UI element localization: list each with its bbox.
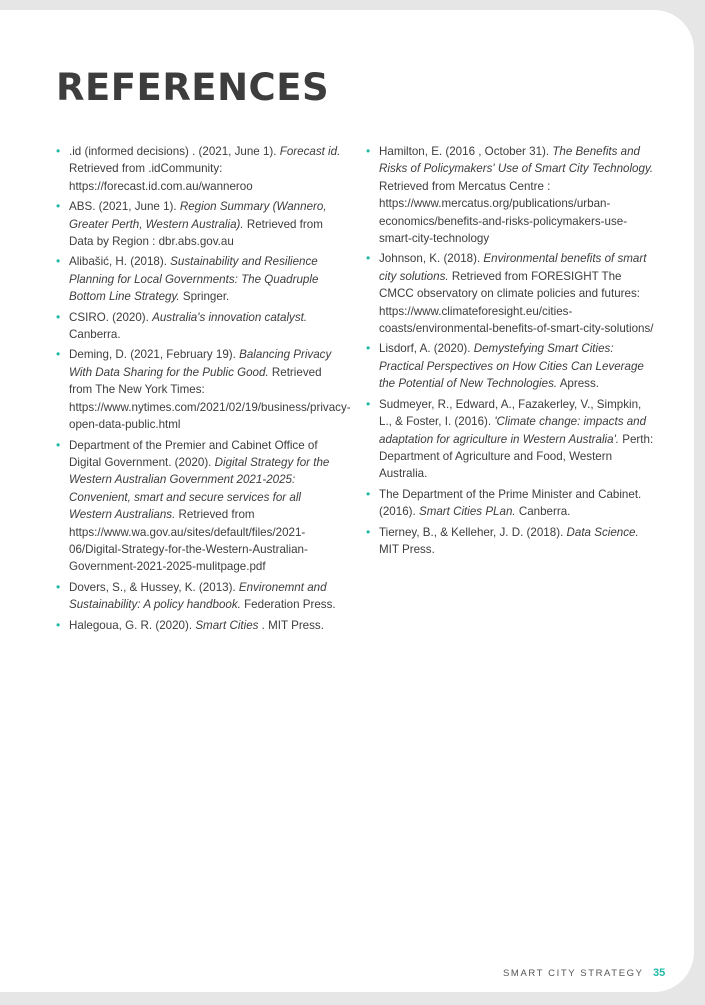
reference-source: Federation Press. (240, 598, 336, 612)
reference-title: Sustainability and Resilience Planning for Local Governments: The Quadruple Bottom Line Strategy. (69, 255, 319, 304)
page-title: REFERENCES (56, 66, 330, 109)
reference-title: Australia's innovation catalyst. (152, 310, 308, 324)
reference-source: Retrieved from The New York Times: https://www.nytimes.com/2021/02/19/business/privacy-open-data-public.html (69, 365, 351, 432)
reference-author: Hamilton, E. (2016 , October 31). (379, 145, 553, 158)
reference-title: Environmental benefits of smart city solutions. (379, 252, 647, 283)
reference-author: ABS. (2021, June 1). (69, 200, 180, 214)
bullet-icon: • (56, 579, 61, 594)
reference-source: Retrieved from .idCommunity: https://forecast.id.com.au/wanneroo (69, 162, 253, 193)
reference-title: Demystefying Smart Cities: Practical Perspectives on How Cities Can Leverage the Potential of New Technologies. (379, 342, 644, 391)
reference-author: Lisdorf, A. (2020). (379, 342, 474, 356)
reference-item (366, 340, 654, 392)
reference-item (366, 524, 654, 559)
document-page (0, 10, 694, 992)
reference-item (56, 579, 342, 614)
reference-title: Region Summary (Wannero, Greater Perth, Western Australia). (69, 200, 327, 231)
reference-source: Retrieved from Data by Region : dbr.abs.gov.au (69, 217, 323, 249)
reference-item (56, 143, 342, 195)
reference-source: Retrieved from Mercatus Centre : https://www.mercatus.org/publications/urban-economics/benefits-and-risks-policymakers-use-smart-city-technology (379, 179, 628, 246)
reference-source: Springer. (179, 290, 230, 304)
reference-author: Deming, D. (2021, February 19). (69, 348, 240, 362)
reference-title: The Benefits and Risks of Policymakers' Use of Smart City Technology. (379, 145, 654, 176)
bullet-icon: • (56, 199, 61, 214)
bullet-icon: • (366, 396, 371, 411)
reference-author: Department of the Premier and Cabinet Office of Digital Government. (2020). (69, 438, 318, 469)
reference-item (56, 198, 342, 250)
reference-author: .id (informed decisions) . (2021, June 1). (69, 145, 280, 158)
reference-item (56, 617, 342, 634)
bullet-icon: • (366, 341, 371, 356)
bullet-icon: • (366, 144, 371, 158)
references-right-column (366, 143, 654, 561)
reference-source: Apress. (557, 377, 599, 391)
reference-author: Johnson, K. (2018). (379, 252, 484, 266)
reference-item (56, 309, 342, 344)
bullet-icon: • (366, 524, 371, 539)
reference-title: Environemnt and Sustainability: A policy handbook. (69, 580, 327, 612)
reference-title: 'Climate change: impacts and adaptation for agriculture in Western Australia'. (379, 415, 647, 446)
references-left-column (56, 143, 351, 637)
bullet-icon: • (56, 347, 61, 362)
reference-title: Digital Strategy for the Western Australian Government 2021-2025: Convenient, smart and secure services for all Western Australians. (69, 455, 330, 522)
reference-author: Tierney, B., & Kelleher, J. D. (2018). (379, 525, 567, 539)
reference-source: Perth: Department of Agriculture and Food, Western Australia. (379, 432, 654, 481)
bullet-icon: • (56, 617, 61, 632)
reference-author: Alibašić, H. (2018). (69, 255, 171, 269)
reference-title: Smart Cities PLan. (418, 505, 516, 519)
reference-title: Data Science. (566, 525, 639, 539)
reference-item (366, 396, 654, 483)
reference-item (366, 143, 654, 247)
reference-source: Canberra. (515, 505, 571, 519)
bullet-icon: • (56, 309, 61, 324)
bullet-icon: • (366, 486, 371, 501)
reference-author: Halegoua, G. R. (2020). (69, 618, 196, 632)
reference-item (56, 346, 351, 433)
reference-item (56, 437, 342, 576)
bullet-icon: • (366, 251, 371, 266)
reference-item (366, 250, 654, 337)
footer-title: SMART CITY STRATEGY (503, 968, 644, 979)
reference-author: Sudmeyer, R., Edward, A., Fazakerley, V., Simpkin, L., & Foster, I. (2016). (379, 397, 642, 429)
reference-author: Dovers, S., & Hussey, K. (2013). (69, 580, 239, 594)
reference-title: Forecast id. (279, 145, 341, 158)
reference-author: CSIRO. (2020). (69, 310, 153, 324)
reference-source: Retrieved from FORESIGHT The CMCC observatory on climate policies and futures: https://www.climateforesight.eu/cities-coasts/environmental-benefits-of-smart-city-solutions/ (379, 269, 654, 336)
reference-source: Retrieved from https://www.wa.gov.au/sites/default/files/2021-06/Digital-Strategy-for-the-Western-Australian-Government-2021-2025-mulitpage.pdf (69, 508, 308, 574)
reference-source: MIT Press. (379, 542, 435, 556)
bullet-icon: • (56, 144, 61, 158)
reference-title: Balancing Privacy With Data Sharing for the Public Good. (69, 348, 332, 379)
bullet-icon: • (56, 437, 61, 452)
reference-author: The Department of the Prime Minister and Cabinet. (2016). (379, 487, 642, 519)
bullet-icon: • (56, 254, 61, 269)
reference-item (56, 253, 342, 305)
reference-source: Canberra. (69, 328, 121, 342)
reference-source: . MIT Press. (258, 618, 324, 632)
reference-title: Smart Cities (195, 618, 259, 632)
reference-item (366, 486, 654, 521)
page-number: 35 (653, 967, 666, 979)
